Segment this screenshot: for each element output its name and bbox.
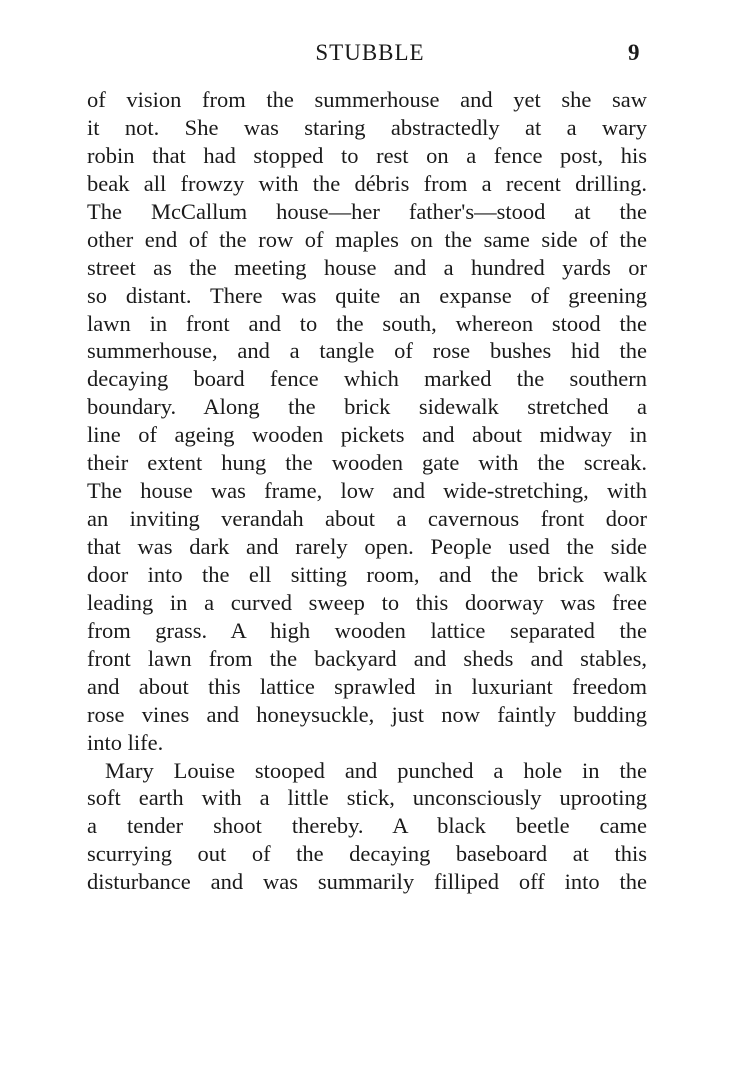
text-line: their extent hung the wooden gate with the screak. <box>87 450 647 476</box>
page-number: 9 <box>628 40 640 65</box>
header-title: STUBBLE <box>315 40 425 65</box>
text-line: it not. She was staring abstractedly at a wary <box>87 114 647 140</box>
text-line: from grass. A high wooden lattice separated the <box>87 617 647 643</box>
paragraph <box>87 86 647 757</box>
text-line: so distant. There was quite an expanse of greening <box>87 282 647 308</box>
text-line: rose vines and honeysuckle, just now faintly budding <box>87 701 647 727</box>
text-line: that was dark and rarely open. People used the side <box>87 534 647 559</box>
text-line: scurrying out of the decaying baseboard at this <box>87 841 647 867</box>
text-line: summerhouse, and a tangle of rose bushes hid the <box>87 338 647 364</box>
text-line: Mary Louise stooped and punched a hole in the <box>105 757 647 783</box>
text-line: front lawn from the backyard and sheds and stables, <box>87 645 647 671</box>
text-line: and about this lattice sprawled in luxuriant freedom <box>87 673 647 699</box>
text-line: robin that had stopped to rest on a fence post, his <box>87 142 647 168</box>
text-line: The house was frame, low and wide-stretching, with <box>87 478 647 504</box>
text-line: other end of the row of maples on the same side of the <box>87 226 647 252</box>
text-line: boundary. Along the brick sidewalk stretched a <box>87 394 647 420</box>
text-line: door into the ell sitting room, and the brick walk <box>87 561 647 587</box>
text-line: into life. <box>87 729 164 755</box>
text-line: decaying board fence which marked the southern <box>87 366 647 392</box>
text-line: street as the meeting house and a hundred yards or <box>87 254 647 280</box>
text-line: a tender shoot thereby. A black beetle came <box>87 813 647 839</box>
text-line: line of ageing wooden pickets and about midway in <box>87 422 647 448</box>
text-line: leading in a curved sweep to this doorway was free <box>87 589 647 615</box>
text-line: an inviting verandah about a cavernous front door <box>87 506 647 532</box>
text-line: soft earth with a little stick, unconsciously uprooting <box>87 785 647 811</box>
text-line: beak all frowzy with the débris from a recent drilling. <box>87 170 647 196</box>
page-body <box>87 86 647 896</box>
text-line: of vision from the summerhouse and yet she saw <box>87 87 647 112</box>
text-line: The McCallum house—her father's—stood at the <box>87 198 647 224</box>
text-line: disturbance and was summarily filliped off into the <box>87 869 647 895</box>
text-line: lawn in front and to the south, whereon stood the <box>87 310 647 336</box>
paragraph <box>87 757 647 897</box>
